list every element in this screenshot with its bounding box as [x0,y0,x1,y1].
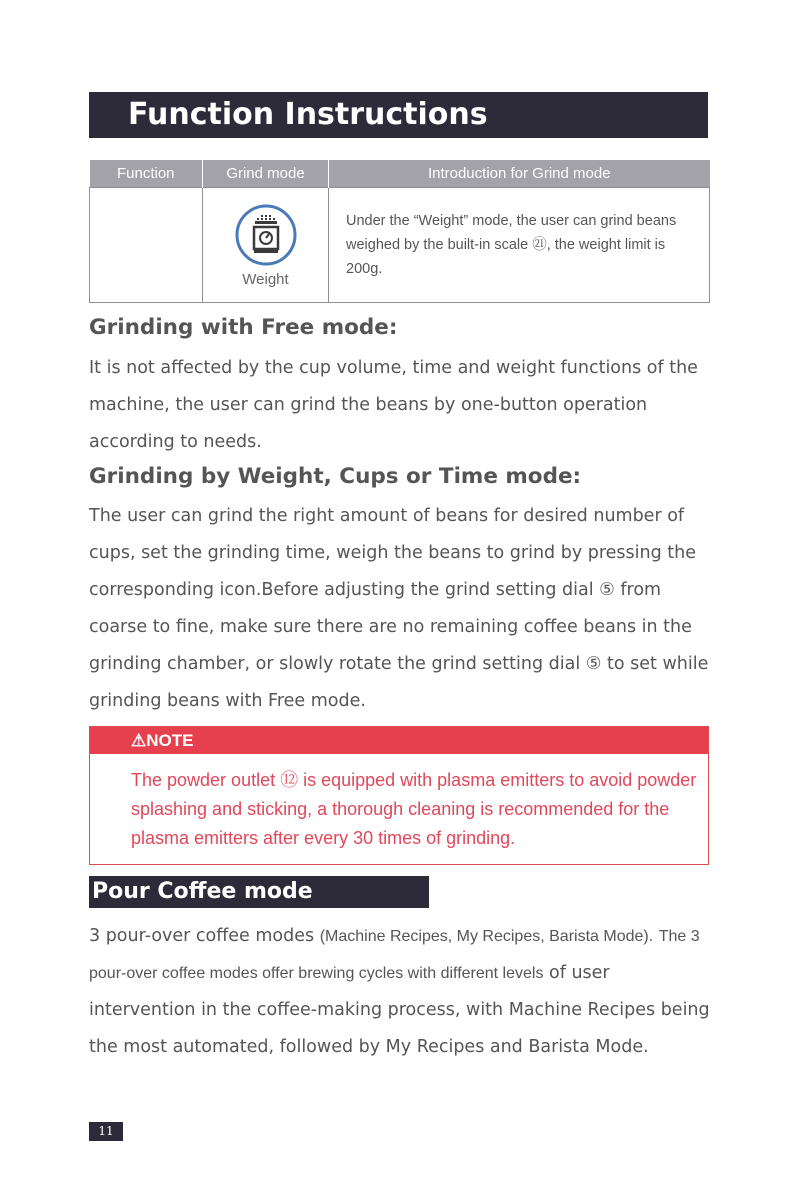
pour-small-text: The 3 pour-over coffee modes offer brewing cycles with different levels [89,928,700,982]
pour-coffee-text [89,918,719,1066]
free-mode-text: It is not affected by the cup volume, time and weight functions of the machine, the user can grind the beans by one-button operation according to needs. [89,358,698,452]
introduction-text: Under the “Weight” mode, the user can grind beans weighed by the built-in scale ㉑, the weight limit is 200g. [346,213,677,277]
table-row [90,188,710,303]
weight-mode-heading: Grinding by Weight, Cups or Time mode: [89,464,582,489]
weight-mode-text: The user can grind the right amount of beans for desired number of cups, set the grinding time, weigh the beans to grind by pressing the corresponding icon.Before adjusting the grind setting dial ⑤ from coarse to fine, make sure there are no remaining coffee beans in the grinding chamber, or slowly rotate the grind setting dial ⑤ to set while grinding beans with Free mode. [89,506,709,711]
pour-lead-modes: (Machine Recipes, My Recipes, Barista Mode). [319,928,654,945]
function-table [89,160,710,303]
pour-coffee-title: Pour Coffee mode [89,876,429,908]
free-mode-heading: Grinding with Free mode: [89,315,398,340]
function-cell [90,188,203,303]
grind-mode-label: Weight [242,270,289,288]
pour-lead: 3 pour-over coffee modes [89,926,320,946]
header-grind-mode: Grind mode [203,160,329,188]
note-box [89,726,709,865]
header-introduction: Introduction for Grind mode [329,160,710,188]
note-title: ⚠NOTE [90,727,708,754]
grind-mode-cell [203,188,329,303]
page-number: 11 [89,1122,123,1141]
scale-icon [234,203,298,267]
table-header-row [90,160,710,188]
pour-text: of user intervention in the coffee-making process, with Machine Recipes being the most automated, followed by My Recipes and Barista Mode. [89,963,710,1057]
introduction-cell [329,188,710,303]
note-text: The powder outlet ⑫ is equipped with plasma emitters to avoid powder splashing and sticking, a thorough cleaning is recommended for the plasma emitters after every 30 times of grinding. [131,770,697,848]
header-function: Function [90,160,203,188]
section-title: Function Instructions [89,92,708,138]
